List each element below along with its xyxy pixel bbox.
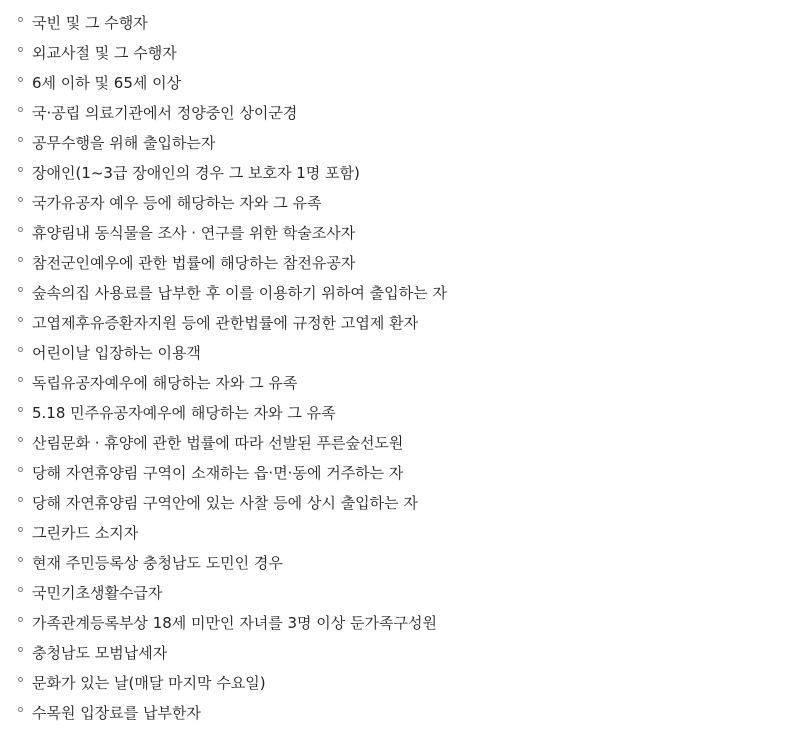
list-item	[0, 398, 793, 428]
bullet-icon	[18, 407, 23, 412]
bullet-icon	[18, 257, 23, 262]
list-item-text: 그린카드 소지자	[32, 524, 139, 542]
list-item-text: 외교사절 및 그 수행자	[32, 44, 177, 62]
list-item-text: 휴양림내 동식물을 조사 · 연구를 위한 학술조사자	[32, 224, 356, 242]
list-item	[0, 428, 793, 458]
list-item	[0, 38, 793, 68]
list-item-text: 국빈 및 그 수행자	[32, 14, 148, 32]
list-item-text: 가족관계등록부상 18세 미만인 자녀를 3명 이상 둔가족구성원	[32, 614, 438, 632]
list-item-text: 고엽제후유증환자지원 등에 관한법률에 규정한 고엽제 환자	[32, 314, 419, 332]
list-item	[0, 278, 793, 308]
bullet-icon	[18, 707, 23, 712]
list-item	[0, 98, 793, 128]
list-item	[0, 608, 793, 638]
bullet-icon	[18, 467, 23, 472]
bullet-icon	[18, 377, 23, 382]
bullet-icon	[18, 77, 23, 82]
bullet-icon	[18, 497, 23, 502]
bullet-icon	[18, 347, 23, 352]
list-item	[0, 668, 793, 698]
bullet-icon	[18, 227, 23, 232]
list-item	[0, 488, 793, 518]
list-item	[0, 8, 793, 38]
bullet-icon	[18, 47, 23, 52]
bullet-icon	[18, 17, 23, 22]
list-item-text: 공무수행을 위해 출입하는자	[32, 134, 216, 152]
list-item-text: 산림문화 · 휴양에 관한 법률에 따라 선발된 푸른숲선도원	[32, 434, 404, 452]
bullet-icon	[18, 647, 23, 652]
list-item	[0, 638, 793, 668]
list-item-text: 국가유공자 예우 등에 해당하는 자와 그 유족	[32, 194, 322, 212]
list-item	[0, 458, 793, 488]
bullet-icon	[18, 137, 23, 142]
list-item-text: 5.18 민주유공자예우에 해당하는 자와 그 유족	[32, 404, 336, 422]
list-item-text: 6세 이하 및 65세 이상	[32, 74, 182, 92]
list-item-text: 국민기초생활수급자	[32, 584, 163, 602]
list-item	[0, 698, 793, 728]
list-item	[0, 368, 793, 398]
bullet-icon	[18, 287, 23, 292]
bullet-icon	[18, 677, 23, 682]
list-item	[0, 548, 793, 578]
bullet-icon	[18, 437, 23, 442]
list-item	[0, 158, 793, 188]
list-item-text: 현재 주민등록상 충청남도 도민인 경우	[32, 554, 283, 572]
list-item-text: 수목원 입장료를 납부한자	[32, 704, 201, 722]
list-item-text: 장애인(1~3급 장애인의 경우 그 보호자 1명 포함)	[32, 164, 360, 182]
list-item-text: 숲속의집 사용료를 납부한 후 이를 이용하기 위하여 출입하는 자	[32, 284, 447, 302]
list-item-text: 국·공립 의료기관에서 정양중인 상이군경	[32, 104, 298, 122]
bullet-icon	[18, 587, 23, 592]
bullet-icon	[18, 197, 23, 202]
bullet-icon	[18, 527, 23, 532]
list-item	[0, 578, 793, 608]
bullet-icon	[18, 317, 23, 322]
bullet-icon	[18, 167, 23, 172]
bullet-icon	[18, 617, 23, 622]
list-item	[0, 218, 793, 248]
list-item	[0, 248, 793, 278]
list-item	[0, 128, 793, 158]
list-item-text: 당해 자연휴양림 구역이 소재하는 읍·면·동에 거주하는 자	[32, 464, 404, 482]
list-item-text: 독립유공자예우에 해당하는 자와 그 유족	[32, 374, 298, 392]
list-item	[0, 188, 793, 218]
list-item-text: 충청남도 모범납세자	[32, 644, 168, 662]
bullet-icon	[18, 107, 23, 112]
list-item	[0, 518, 793, 548]
list-item	[0, 68, 793, 98]
list-item	[0, 308, 793, 338]
list-item-text: 어린이날 입장하는 이용객	[32, 344, 201, 362]
list-item-text: 당해 자연휴양림 구역안에 있는 사찰 등에 상시 출입하는 자	[32, 494, 418, 512]
list-item-text: 문화가 있는 날(매달 마지막 수요일)	[32, 674, 266, 692]
list-item-text: 참전군인예우에 관한 법률에 해당하는 참전유공자	[32, 254, 356, 272]
list-item	[0, 338, 793, 368]
bullet-icon	[18, 557, 23, 562]
